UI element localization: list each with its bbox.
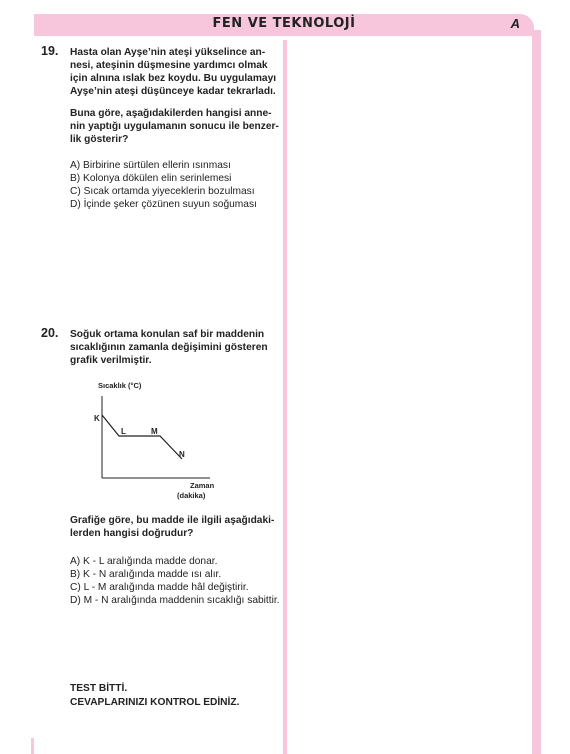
- right-page-border: [532, 30, 541, 754]
- question-19-prompt: [70, 107, 279, 146]
- option-d[interactable]: D) İçinde şeker çözünen suyun soğuması: [70, 199, 257, 210]
- point-n-label: N: [179, 450, 185, 459]
- prompt-line: nin yaptığı uygulamanın sonucu ile benzer-: [70, 121, 279, 132]
- header-band: [34, 14, 534, 36]
- booklet-code: A: [510, 16, 520, 31]
- prompt-line: lerden hangisi doğrudur?: [70, 528, 194, 539]
- stem-line: Hasta olan Ayşe’nin ateşi yükselince an-: [70, 47, 266, 58]
- option-b[interactable]: B) Kolonya dökülen elin serinlemesi: [70, 173, 232, 184]
- question-19-options: [70, 159, 257, 211]
- option-c[interactable]: C) L - M aralığında madde hâl değiştirir.: [70, 582, 249, 593]
- prompt-line: Grafiğe göre, bu madde ile ilgili aşağıdaki-: [70, 515, 275, 526]
- temperature-time-graph: [90, 378, 240, 508]
- check-answers-line: CEVAPLARINIZI KONTROL EDİNİZ.: [70, 697, 240, 708]
- stem-line: Soğuk ortama konulan saf bir maddenin: [70, 329, 265, 340]
- left-page-mark: [31, 738, 34, 754]
- stem-line: Ayşe’nin ateşi düşünceye kadar tekrarladı.: [70, 86, 276, 97]
- question-20-stem: [70, 328, 268, 367]
- stem-line: sıcaklığının zamanla değişimini gösteren: [70, 342, 268, 353]
- x-axis-label: Zaman: [190, 481, 215, 490]
- point-l-label: L: [121, 427, 126, 436]
- point-m-label: M: [151, 427, 158, 436]
- prompt-line: Buna göre, aşağıdakilerden hangisi anne-: [70, 108, 272, 119]
- option-a[interactable]: A) K - L aralığında madde donar.: [70, 556, 218, 567]
- option-b[interactable]: B) K - N aralığında madde ısı alır.: [70, 569, 222, 580]
- stem-line: nesi, ateşinin düşmesine yardımcı olmak: [70, 60, 268, 71]
- stem-line: için alnına ıslak bez koydu. Bu uygulamayı: [70, 73, 277, 84]
- stem-line: grafik verilmiştir.: [70, 355, 152, 366]
- question-19-number: 19.: [41, 44, 59, 58]
- y-axis-label: Sıcaklık (°C): [98, 381, 142, 390]
- option-a[interactable]: A) Birbirine sürtülen ellerin ısınması: [70, 160, 231, 171]
- option-d[interactable]: D) M - N aralığında maddenin sıcaklığı sabittir.: [70, 595, 280, 606]
- x-axis-unit: (dakika): [177, 491, 206, 500]
- question-20-prompt: [70, 514, 274, 540]
- prompt-line: lik gösterir?: [70, 134, 129, 145]
- point-k-label: K: [94, 414, 100, 423]
- test-finished-line: TEST BİTTİ.: [70, 683, 128, 694]
- temperature-curve: [102, 415, 182, 459]
- question-19-stem: [70, 46, 276, 98]
- test-end-notice: [70, 682, 239, 710]
- question-20-number: 20.: [41, 326, 59, 340]
- option-c[interactable]: C) Sıcak ortamda yiyeceklerin bozulması: [70, 186, 255, 197]
- column-divider: [283, 40, 287, 754]
- question-20-options: [70, 555, 280, 607]
- subject-title: FEN VE TEKNOLOJİ: [212, 16, 356, 31]
